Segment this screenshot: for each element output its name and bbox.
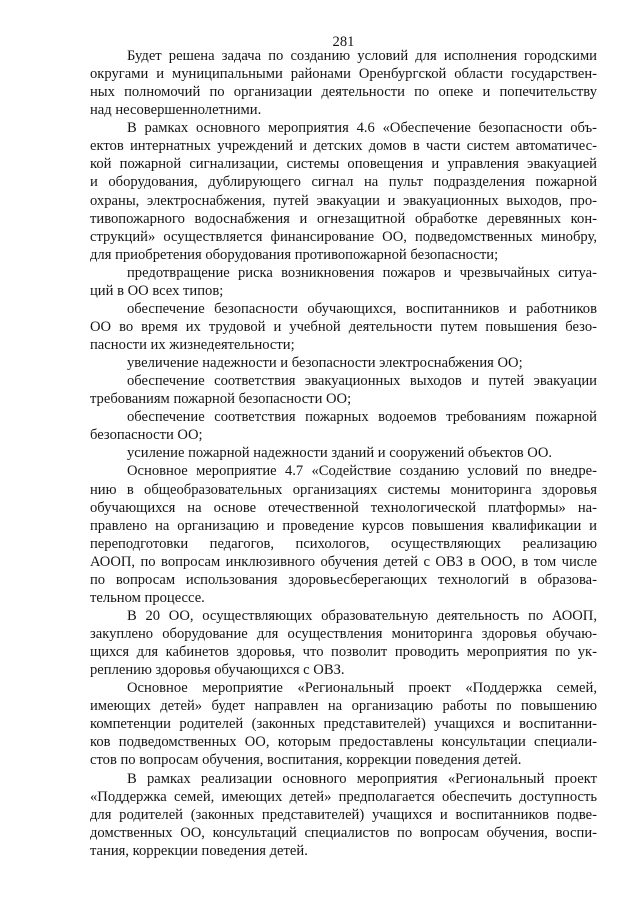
- text-line: В рамках реализации основного мероприятия «Региональный проект: [127, 770, 597, 787]
- text-line: кой пожарной сигнализации, системы оповещения и управления эвакуацией: [90, 156, 597, 173]
- list-item-power-supply-reliability: [90, 354, 597, 372]
- list-item-student-safety: [90, 300, 597, 354]
- text-line: тания, коррекции поведения детей.: [90, 842, 308, 859]
- list-item-fire-risk-prevention: [90, 264, 597, 300]
- paragraph-regional-project-consultations: [90, 770, 597, 860]
- text-line: увеличение надежности и безопасности электроснабжения ОО;: [127, 355, 523, 372]
- text-line: для родителей (законных представителей) учащихся и воспитанников подве-: [90, 806, 597, 823]
- text-line: реплению здоровья обучающихся с ОВЗ.: [90, 662, 345, 679]
- text-line: пасности их жизнедеятельности;: [90, 337, 295, 353]
- text-line: охраны, электроснабжения, путей эвакуации и эвакуационных выходов, про-: [90, 192, 597, 209]
- text-line: над несовершеннолетними.: [90, 102, 262, 119]
- list-item-evacuation-compliance: [90, 372, 597, 408]
- page-number: 281: [332, 34, 355, 50]
- text-line: переподготовки педагогов, психологов, осуществляющих реализацию: [90, 535, 597, 552]
- text-line: правлено на организацию и проведение курсов повышения квалификации и: [90, 517, 597, 534]
- text-line: Основное мероприятие «Региональный проект «Поддержка семей,: [127, 680, 597, 697]
- text-line: обеспечение безопасности обучающихся, воспитанников и работников: [127, 300, 597, 317]
- text-line: струкций» осуществляется финансирование ОО, подведомственных минобру,: [90, 228, 597, 245]
- text-line: тельном процессе.: [90, 589, 205, 606]
- text-line: закуплено оборудование для осуществления мониторинга здоровья обучаю-: [90, 626, 597, 642]
- paragraph-measure-4-6: [90, 119, 597, 264]
- text-line: предотвращение риска возникновения пожаров и чрезвычайных ситуа-: [127, 264, 597, 281]
- text-line: и оборудования, дублирующего сигнал на пульт подразделения пожарной: [90, 174, 597, 191]
- text-line: стов по вопросам обучения, воспитания, коррекции поведения детей.: [90, 752, 522, 769]
- text-line: В 20 ОО, осуществляющих образовательную деятельность по АООП,: [127, 607, 597, 624]
- text-line: имеющих детей» будет направлен на организацию работы по повышению: [90, 698, 597, 715]
- text-line: обеспечение соответствия эвакуационных выходов и путей эвакуации: [127, 373, 597, 390]
- paragraph-health-monitoring-equipment: [90, 607, 597, 679]
- paragraph-measure-4-7: [90, 462, 597, 607]
- list-item-water-reservoir-compliance: [90, 408, 597, 444]
- list-item-fire-reliability-buildings: [90, 444, 597, 462]
- text-line: безопасности ОО;: [90, 427, 203, 444]
- text-line: для приобретения оборудования противопожарной безопасности;: [90, 246, 499, 263]
- document-body: [90, 47, 597, 860]
- text-line: Основное мероприятие 4.7 «Содействие созданию условий по внедре-: [127, 463, 597, 480]
- text-line: усиление пожарной надежности зданий и сооружений объектов ОО.: [127, 445, 553, 462]
- text-line: ОО во время их трудовой и учебной деятельности путем повышения безо-: [90, 318, 597, 335]
- text-line: нию в общеобразовательных организациях системы мониторинга здоровья: [90, 481, 597, 498]
- text-line: В рамках основного мероприятия 4.6 «Обеспечение безопасности объ-: [127, 120, 597, 137]
- text-line: Будет решена задача по созданию условий для исполнения городскими: [127, 48, 597, 64]
- text-line: «Поддержка семей, имеющих детей» предполагается обеспечить доступность: [90, 788, 597, 805]
- text-line: требованиям пожарной безопасности ОО;: [90, 391, 352, 408]
- paragraph-guardianship-task: [90, 47, 597, 119]
- text-line: ектов интернатных учреждений и детских домов в части систем автоматичес-: [90, 138, 597, 155]
- paragraph-regional-project-families: [90, 679, 597, 769]
- text-line: компетенции родителей (законных представителей) учащихся и воспитанни-: [90, 716, 597, 733]
- text-line: щихся для кабинетов здоровья, что позволит проводить мероприятия по ук-: [90, 644, 597, 661]
- text-line: округами и муниципальными районами Оренбургской области государствен-: [90, 66, 597, 83]
- text-line: домственных ОО, консультаций специалистов по вопросам обучения, воспи-: [90, 824, 597, 841]
- text-line: по вопросам использования здоровьесберегающих технологий в образова-: [90, 571, 597, 588]
- text-line: обучающихся на основе отечественной технологической платформы» на-: [90, 499, 597, 516]
- text-line: ций в ОО всех типов;: [90, 282, 224, 299]
- text-line: ков подведомственных ОО, которым предоставлены консультации специали-: [90, 734, 597, 751]
- text-line: тивопожарного водоснабжения и огнезащитной обработке деревянных кон-: [90, 210, 597, 227]
- text-line: АООП, по вопросам инклюзивного обучения детей с ОВЗ в ООО, в том числе: [90, 553, 597, 570]
- text-line: ных полномочий по организации деятельности по опеке и попечительству: [90, 84, 597, 101]
- text-line: обеспечение соответствия пожарных водоемов требованиям пожарной: [127, 409, 597, 426]
